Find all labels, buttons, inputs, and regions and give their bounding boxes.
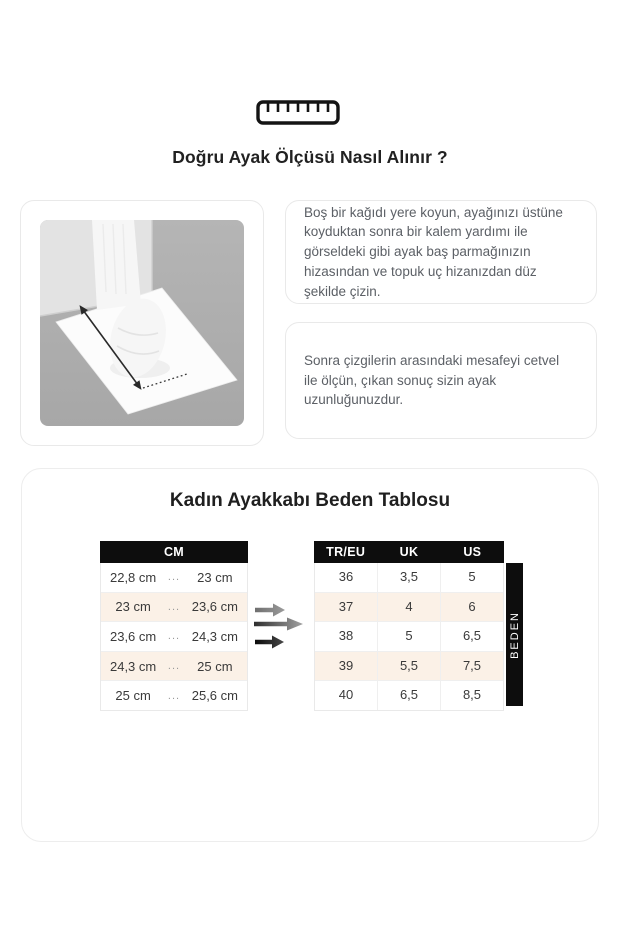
foot-measurement-card <box>20 200 264 446</box>
size-table-card <box>21 468 599 842</box>
cm-table-row: 23,6 cm ... 24,3 cm <box>101 622 247 652</box>
cm-table <box>100 541 248 711</box>
foot-measurement-illustration <box>40 220 244 426</box>
instruction-step-1-text: Boş bir kağıdı yere koyun, ayağınızı üstüne koyduktan sonra bir kalem yardımı ile görseldeki gibi ayak baş parmağınızın hizasından ve topuk uç hizanızdan düz şekilde çizin. <box>304 204 563 299</box>
cm-table-header: CM <box>100 541 248 563</box>
conversion-arrows-icon <box>249 599 311 655</box>
foot-measurement-photo <box>40 220 244 426</box>
header-us: US <box>463 545 482 559</box>
instruction-step-2 <box>285 322 597 439</box>
instruction-step-2-text: Sonra çizgilerin arasındaki mesafeyi cetvel ile ölçün, çıkan sonuç sizin ayak uzunluğunuzdur. <box>304 352 560 408</box>
range-dots: ... <box>167 689 181 702</box>
ruler-icon <box>256 100 340 126</box>
cm-table-row: 22,8 cm ... 23 cm <box>101 563 247 593</box>
beden-side-label: BEDEN <box>506 563 523 706</box>
size-table <box>314 541 504 711</box>
cm-table-row: 25 cm ... 25,6 cm <box>101 681 247 710</box>
size-table-row: 37 4 6 <box>315 593 503 623</box>
size-table-row: 39 5,5 7,5 <box>315 652 503 682</box>
size-table-row: 40 6,5 8,5 <box>315 681 503 710</box>
page-title: Doğru Ayak Ölçüsü Nasıl Alınır ? <box>172 147 448 167</box>
instruction-step-1 <box>285 200 597 304</box>
size-table-header <box>314 541 504 563</box>
cm-table-row: 23 cm ... 23,6 cm <box>101 593 247 623</box>
cm-table-row: 24,3 cm ... 25 cm <box>101 652 247 682</box>
range-dots: ... <box>167 630 181 643</box>
header-uk: UK <box>399 545 419 559</box>
range-dots: ... <box>167 600 181 613</box>
range-dots: ... <box>167 660 181 673</box>
size-table-title: Kadın Ayakkabı Beden Tablosu <box>169 490 451 511</box>
header-tr-eu: TR/EU <box>326 545 366 559</box>
size-table-row: 38 5 6,5 <box>315 622 503 652</box>
size-table-row: 36 3,5 5 <box>315 563 503 593</box>
range-dots: ... <box>167 571 181 584</box>
